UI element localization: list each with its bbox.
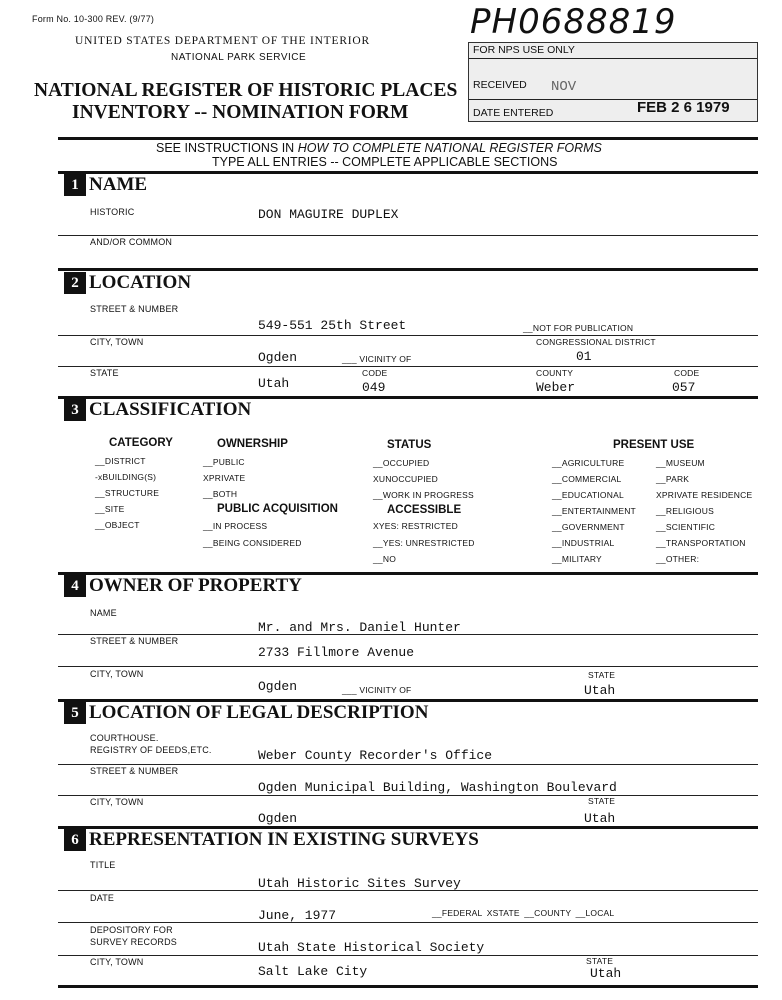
present-use-item: __EDUCATIONAL: [552, 490, 624, 500]
instructions-prefix: SEE INSTRUCTIONS IN: [156, 141, 298, 155]
depository-state-label: STATE: [586, 956, 614, 966]
section-title: LOCATION OF LEGAL DESCRIPTION: [89, 702, 429, 723]
section-title: LOCATION: [89, 272, 192, 293]
present-use-item: __GOVERNMENT: [552, 522, 625, 532]
present-use-item: __MILITARY: [552, 554, 602, 564]
legal-state-value: Utah: [584, 811, 616, 826]
present-use-item: __PARK: [656, 474, 690, 484]
handwritten-reference-number: PH0688819: [470, 2, 677, 42]
accessible-heading: ACCESSIBLE: [387, 504, 462, 516]
survey-title-value: Utah Historic Sites Survey: [258, 876, 461, 891]
depository-label-line1: DEPOSITORY FOR: [90, 925, 173, 935]
depository-city-label: CITY, TOWN: [90, 957, 144, 967]
section-title: CLASSIFICATION: [89, 399, 252, 420]
received-label: RECEIVED: [473, 79, 527, 91]
nps-use-label: FOR NPS USE ONLY: [473, 44, 575, 56]
nps-use-box: [468, 42, 758, 122]
instructions-line1: [156, 141, 602, 155]
status-item: __WORK IN PROGRESS: [373, 490, 474, 500]
category-heading: CATEGORY: [109, 437, 173, 449]
owner-state-label: STATE: [588, 670, 616, 680]
public-acquisition-item: __IN PROCESS: [203, 521, 268, 531]
accessible-item: __YES: UNRESTRICTED: [373, 538, 475, 548]
survey-date-label: DATE: [90, 893, 115, 903]
section-title: NAME: [89, 174, 148, 195]
owner-vicinity-label: ___ VICINITY OF: [342, 685, 412, 695]
present-use-item: __SCIENTIFIC: [656, 522, 716, 532]
service-name: NATIONAL PARK SERVICE: [171, 52, 307, 63]
legal-city-value: Ogden: [258, 811, 298, 826]
congressional-district-value: 01: [576, 349, 592, 364]
category-item: -xBUILDING(S): [95, 472, 157, 482]
category-item: __STRUCTURE: [95, 488, 160, 498]
department-name: UNITED STATES DEPARTMENT OF THE INTERIOR: [75, 35, 371, 47]
section-2-header: [64, 272, 191, 294]
legal-street-value: Ogden Municipal Building, Washington Boulevard: [258, 780, 617, 795]
survey-date-value: June, 1977: [258, 908, 337, 923]
county-code-value: 057: [672, 380, 696, 395]
public-acquisition-item: __BEING CONSIDERED: [203, 538, 302, 548]
state-code-value: 049: [362, 380, 386, 395]
owner-city-value: Ogden: [258, 679, 298, 694]
city-label: CITY, TOWN: [90, 337, 144, 347]
county-code-label: CODE: [674, 368, 700, 378]
date-entered-label: DATE ENTERED: [473, 107, 554, 119]
ownership-item: __BOTH: [203, 489, 238, 499]
vicinity-label: ___ VICINITY OF: [342, 354, 412, 364]
owner-street-label: STREET & NUMBER: [90, 636, 179, 646]
code-label: CODE: [362, 368, 388, 378]
status-item: __OCCUPIED: [373, 458, 430, 468]
owner-street-value: 2733 Fillmore Avenue: [258, 645, 415, 660]
city-value: Ogden: [258, 350, 298, 365]
public-acquisition-heading: PUBLIC ACQUISITION: [217, 503, 338, 515]
present-use-item: XPRIVATE RESIDENCE: [656, 490, 753, 500]
section-number: 4: [64, 575, 86, 597]
ownership-heading: OWNERSHIP: [217, 438, 288, 450]
owner-name-label: NAME: [90, 608, 117, 618]
courthouse-label-line1: COURTHOUSE.: [90, 733, 159, 743]
form-title-line1: NATIONAL REGISTER OF HISTORIC PLACES: [34, 80, 458, 101]
courthouse-value: Weber County Recorder's Office: [258, 748, 493, 763]
owner-city-label: CITY, TOWN: [90, 669, 144, 679]
section-number: 1: [64, 174, 86, 196]
present-use-heading: PRESENT USE: [613, 439, 695, 451]
category-item: __DISTRICT: [95, 456, 146, 466]
section-number: 6: [64, 829, 86, 851]
depository-value: Utah State Historical Society: [258, 940, 485, 955]
present-use-item: __COMMERCIAL: [552, 474, 622, 484]
present-use-item: __INDUSTRIAL: [552, 538, 615, 548]
section-3-header: [64, 399, 251, 421]
section-number: 2: [64, 272, 86, 294]
section-number: 3: [64, 399, 86, 421]
section-5-header: [64, 702, 428, 724]
instructions-title: HOW TO COMPLETE NATIONAL REGISTER FORMS: [297, 141, 602, 155]
category-item: __SITE: [95, 504, 125, 514]
date-entered-stamp: FEB 2 6 1979: [637, 99, 730, 116]
received-stamp: NOV: [551, 79, 577, 95]
legal-city-label: CITY, TOWN: [90, 797, 144, 807]
survey-levels: __FEDERAL XSTATE __COUNTY __LOCAL: [432, 908, 615, 918]
accessible-item: __NO: [373, 554, 397, 564]
form-number: Form No. 10-300 REV. (9/77): [32, 14, 155, 24]
present-use-item: __RELIGIOUS: [656, 506, 714, 516]
depository-label-line2: SURVEY RECORDS: [90, 937, 177, 947]
ownership-item: XPRIVATE: [203, 473, 246, 483]
owner-name-value: Mr. and Mrs. Daniel Hunter: [258, 620, 461, 635]
section-6-header: [64, 829, 479, 851]
owner-state-value: Utah: [584, 683, 616, 698]
ownership-item: __PUBLIC: [203, 457, 245, 467]
survey-title-label: TITLE: [90, 860, 116, 870]
county-label: COUNTY: [536, 368, 574, 378]
section-title: REPRESENTATION IN EXISTING SURVEYS: [89, 829, 479, 850]
legal-state-label: STATE: [588, 796, 616, 806]
form-title-line2: INVENTORY -- NOMINATION FORM: [72, 102, 409, 123]
section-title: OWNER OF PROPERTY: [89, 575, 302, 596]
present-use-item: __ENTERTAINMENT: [552, 506, 636, 516]
status-item: XUNOCCUPIED: [373, 474, 439, 484]
section-1-header: [64, 174, 147, 196]
depository-city-value: Salt Lake City: [258, 964, 368, 979]
street-value: 549-551 25th Street: [258, 318, 407, 333]
state-value: Utah: [258, 376, 290, 391]
section-number: 5: [64, 702, 86, 724]
present-use-item: __MUSEUM: [656, 458, 705, 468]
present-use-item: __AGRICULTURE: [552, 458, 625, 468]
courthouse-label-line2: REGISTRY OF DEEDS,ETC.: [90, 745, 212, 755]
not-for-publication: __NOT FOR PUBLICATION: [523, 323, 634, 333]
common-name-label: AND/OR COMMON: [90, 237, 173, 247]
category-item: __OBJECT: [95, 520, 140, 530]
historic-label: HISTORIC: [90, 207, 135, 217]
street-label: STREET & NUMBER: [90, 304, 179, 314]
accessible-item: XYES: RESTRICTED: [373, 521, 458, 531]
section-4-header: [64, 575, 302, 597]
instructions-line2: TYPE ALL ENTRIES -- COMPLETE APPLICABLE SECTIONS: [212, 155, 558, 169]
legal-street-label: STREET & NUMBER: [90, 766, 179, 776]
status-heading: STATUS: [387, 439, 432, 451]
county-value: Weber: [536, 380, 576, 395]
state-label: STATE: [90, 368, 119, 378]
present-use-item: __TRANSPORTATION: [656, 538, 746, 548]
congressional-district-label: CONGRESSIONAL DISTRICT: [536, 337, 656, 347]
present-use-item: __OTHER:: [656, 554, 700, 564]
historic-name: DON MAGUIRE DUPLEX: [258, 207, 399, 222]
depository-state-value: Utah: [590, 966, 622, 981]
